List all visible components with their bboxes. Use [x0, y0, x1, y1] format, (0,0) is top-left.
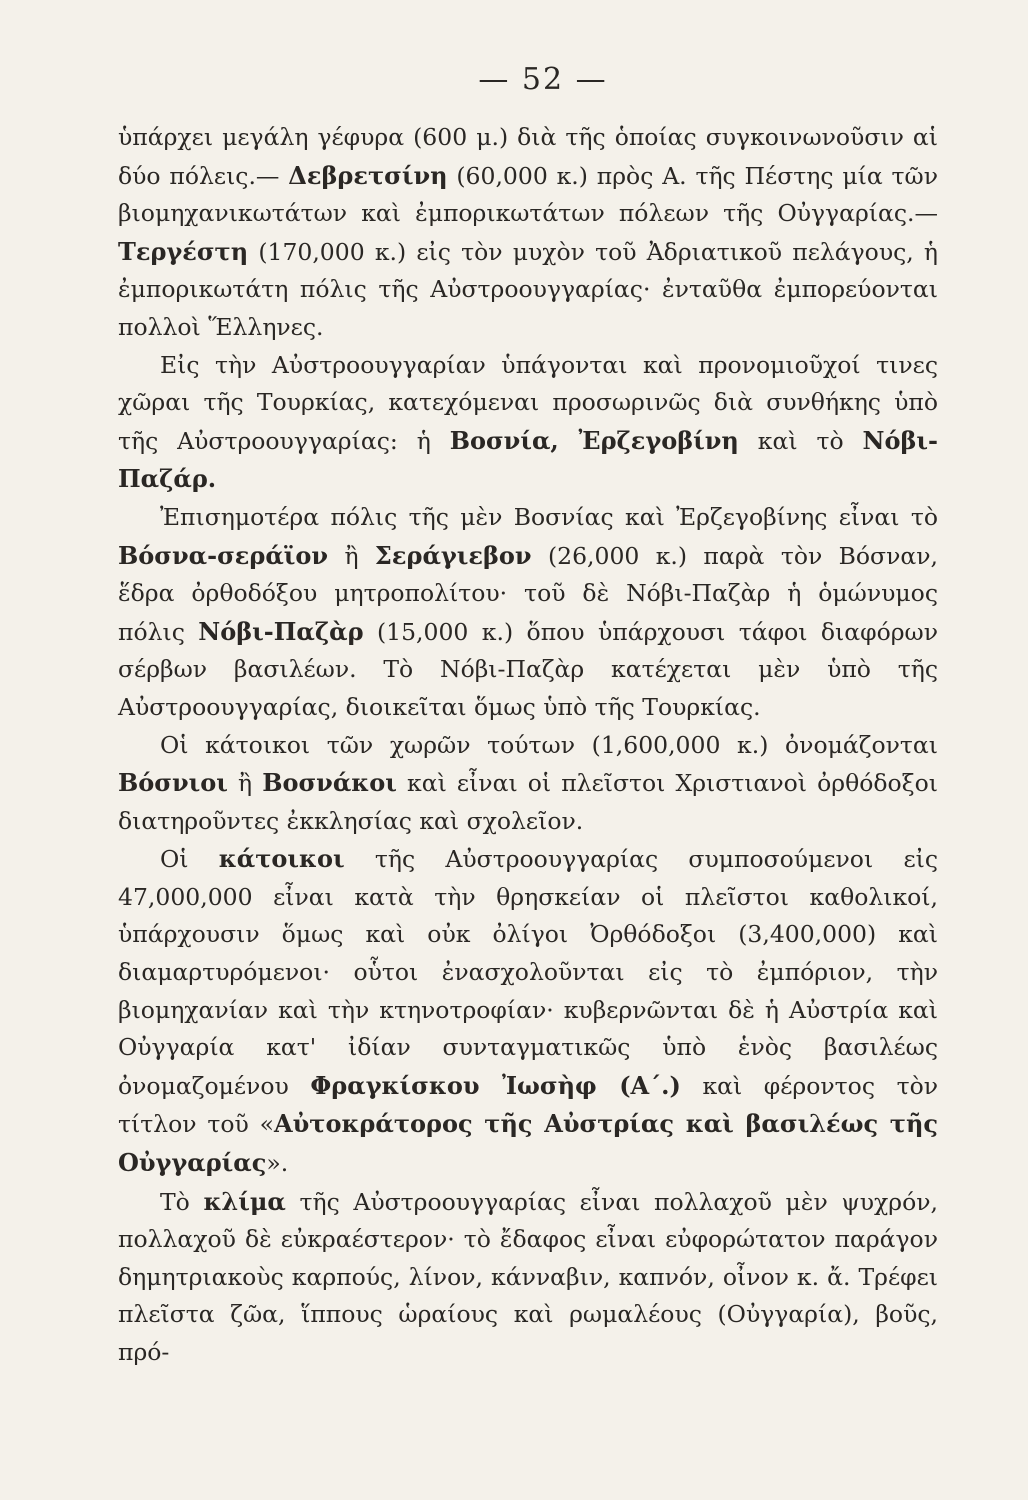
bold-term: Τεργέστη [118, 236, 249, 266]
text-run: ἢ [227, 769, 263, 798]
bold-term: Σεράγιεβον [374, 540, 532, 570]
text-run: Τὸ [160, 1187, 204, 1216]
bold-term: κλίμα [203, 1186, 286, 1216]
text-run: (170,000 κ.) εἰς τὸν μυχὸν τοῦ Ἀδριατικοῦ πελάγους, ἡ ἐμπορικωτάτη πόλις τῆς Αὐστροουγγαρίας· ἐνταῦθα ἐμπορεύονται πολλοὶ Ἕλληνες. [118, 237, 938, 341]
paragraph [118, 499, 938, 727]
bold-term: Φραγκίσκου Ἰωσὴφ (Α΄.) [310, 1070, 681, 1100]
bold-term: Βόσνιοι [118, 768, 228, 798]
bold-term: Δεβρετσίνη [288, 160, 448, 190]
text-run: καὶ φέροντος τὸν τίτλον τοῦ « [118, 1071, 938, 1139]
text-run: Οἱ κάτοικοι τῶν χωρῶν τούτων (1,600,000 κ.) ὀνομάζονται [160, 730, 938, 759]
bold-term: Βοσνάκοι [262, 768, 397, 798]
bold-term: Βόσνα-σεράϊον [118, 540, 329, 570]
bold-term: Αὐτοκράτορος τῆς Αὐστρίας καὶ βασιλέως τῆς Οὐγγαρίας [118, 1109, 939, 1178]
text-run: ὑπάρχει μεγάλη γέφυρα (600 μ.) διὰ τῆς ὁποίας συγκοινωνοῦσιν αἱ δύο πόλεις.— [118, 123, 938, 190]
bold-term: κάτοικοι [218, 844, 345, 874]
text-run: τῆς Αὐστροουγγαρίας συμποσούμενοι εἰς 47,000,000 εἶναι κατὰ τὴν θρησκείαν οἱ πλεῖστοι καθολικοί, ὑπάρχουσιν ὅμως καὶ οὐκ ὀλίγοι Ὀρθόδοξοι (3,400,000) καὶ διαμαρτυρόμενοι· οὗτοι ἐνασχολοῦνται εἰς τὸ ἐμπόριον, τὴν βιομηχανίαν καὶ τὴν κτηνοτροφίαν· κυβερνῶνται δὲ ἡ Αὐστρία καὶ Οὐγγαρία κατ' ἰδίαν συνταγματικῶς ὑπὸ ἑνὸς βασιλέως ὀνομαζομένου [118, 845, 938, 1100]
text-run: (15,000 κ.) ὅπου ὑπάρχουσι τάφοι διαφόρων σέρβων βασιλέων. Τὸ Νόβι-Παζὰρ κατέχεται μὲν ὑπὸ τῆς Αὐστροουγγαρίας, διοικεῖται ὅμως ὑπὸ τῆς Τουρκίας. [118, 617, 938, 721]
text-run: Εἰς τὴν Αὐστροουγγαρίαν ὑπάγονται καὶ προνομιοῦχοί τινες χῶραι τῆς Τουρκίας, κατεχόμεναι προσωρινῶς διὰ συνθήκης ὑπὸ τῆς Αὐστροουγγαρίας: ἡ [118, 350, 938, 455]
paragraph [118, 727, 938, 841]
text-run: ». [266, 1149, 289, 1178]
paragraph [118, 347, 938, 499]
text-run: καὶ τὸ [738, 426, 863, 455]
text-run: ἢ [328, 541, 375, 570]
paragraph [118, 1183, 938, 1372]
page-number: — 52 — [478, 62, 608, 97]
text-run: τῆς Αὐστροουγγαρίας εἶναι πολλαχοῦ μὲν ψυχρόν, πολλαχοῦ δὲ εὐκραέστερον· τὸ ἔδαφος εἶναι εὐφορώτατον παράγον δημητριακοὺς καρπούς, λίνον, κάνναβιν, καπνόν, οἶνον κ. ἄ. Τρέφει πλεῖστα ζῶα, ἵππους ὡραίους καὶ ρωμαλέους (Οὐγγαρία), βοῦς, πρό- [118, 1187, 938, 1366]
text-run: καὶ εἶναι οἱ πλεῖστοι Χριστιανοὶ ὀρθόδοξοι διατηροῦντες ἐκκλησίας καὶ σχολεῖον. [118, 769, 938, 835]
paragraph [118, 119, 938, 347]
text-run: (26,000 κ.) παρὰ τὸν Βόσναν, ἕδρα ὀρθοδόξου μητροπολίτου· τοῦ δὲ Νόβι-Παζὰρ ἡ ὁμώνυμος πόλις [118, 541, 939, 646]
text-run: (60,000 κ.) πρὸς Α. τῆς Πέστης μία τῶν βιομηχανικωτάτων καὶ ἐμπορικωτάτων πόλεων τῆς Οὐγγαρίας.— [118, 161, 938, 228]
bold-term: Νόβι-Παζὰρ [198, 616, 364, 646]
text-run: Ἐπισημοτέρα πόλις τῆς μὲν Βοσνίας καὶ Ἐρζεγοβίνης εἶναι τὸ [160, 502, 938, 531]
body-text [118, 119, 938, 1372]
bold-term: Νόβι-Παζάρ. [118, 425, 938, 494]
text-run: Οἱ [160, 845, 219, 874]
bold-term: Βοσνία, Ἐρζεγοβίνη [449, 425, 739, 455]
paragraph [118, 840, 938, 1182]
